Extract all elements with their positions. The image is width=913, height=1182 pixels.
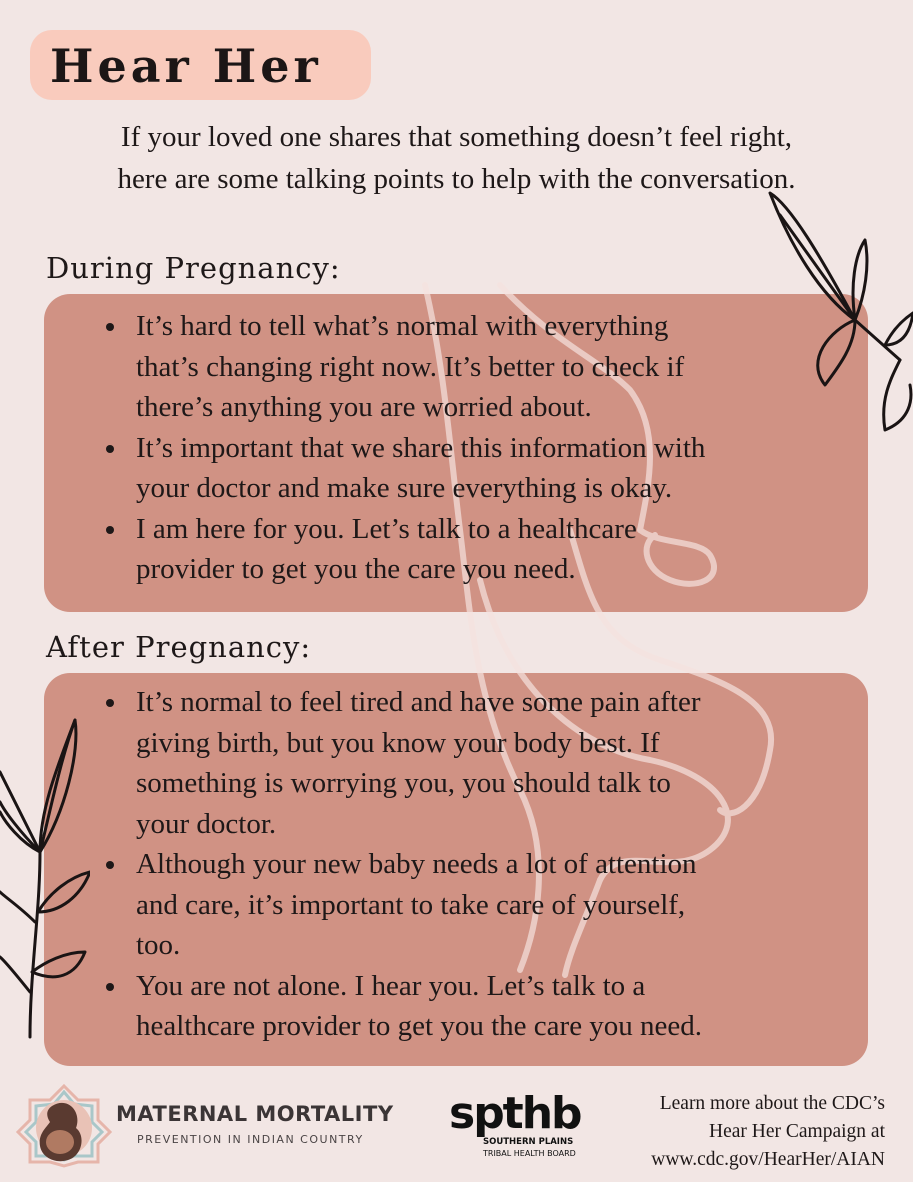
after-pregnancy-heading: After Pregnancy: [46, 630, 312, 664]
list-item: It’s normal to feel tired and have some pain after giving birth, but you know your body best. If something is worrying you, you should talk to your doctor. [100, 682, 860, 844]
leaf-branch-icon [0, 712, 90, 1042]
intro-line-1: If your loved one shares that something doesn’t feel right, [120, 121, 793, 153]
after-bullet-list [100, 682, 860, 1047]
list-item: You are not alone. I hear you. Let’s talk to a healthcare provider to get you the care you need. [100, 966, 860, 1047]
southern-plains-title: SOUTHERN PLAINS [483, 1137, 574, 1147]
maternal-mortality-logo [16, 1082, 112, 1168]
list-item: Although your new baby needs a lot of attention and care, it’s important to take care of yourself, too. [100, 844, 860, 966]
list-item: I am here for you. Let’s talk to a healthcare provider to get you the care you need. [100, 509, 860, 590]
leaf-branch-icon [760, 185, 913, 445]
learn-more-text [651, 1090, 885, 1174]
learn-more-line-2: Hear Her Campaign at [709, 1121, 885, 1142]
page-title: Hear Her [50, 39, 322, 93]
maternal-mortality-title: MATERNAL MORTALITY [116, 1102, 394, 1126]
intro-line-2: here are some talking points to help with the conversation. [117, 163, 796, 195]
maternal-mortality-subtitle: PREVENTION IN INDIAN COUNTRY [137, 1133, 364, 1146]
during-pregnancy-heading: During Pregnancy: [46, 251, 341, 285]
list-item: It’s important that we share this information with your doctor and make sure everything is okay. [100, 428, 860, 509]
list-item: It’s hard to tell what’s normal with everything that’s changing right now. It’s better to check if there’s anything you are worried about. [100, 306, 860, 428]
southern-plains-subtitle: TRIBAL HEALTH BOARD [483, 1149, 576, 1158]
during-bullet-list [100, 306, 860, 590]
cdc-url-link[interactable]: www.cdc.gov/HearHer/AIAN [651, 1149, 885, 1170]
southern-plains-logo: spthb [449, 1088, 581, 1139]
learn-more-line-1: Learn more about the CDC’s [659, 1093, 885, 1114]
